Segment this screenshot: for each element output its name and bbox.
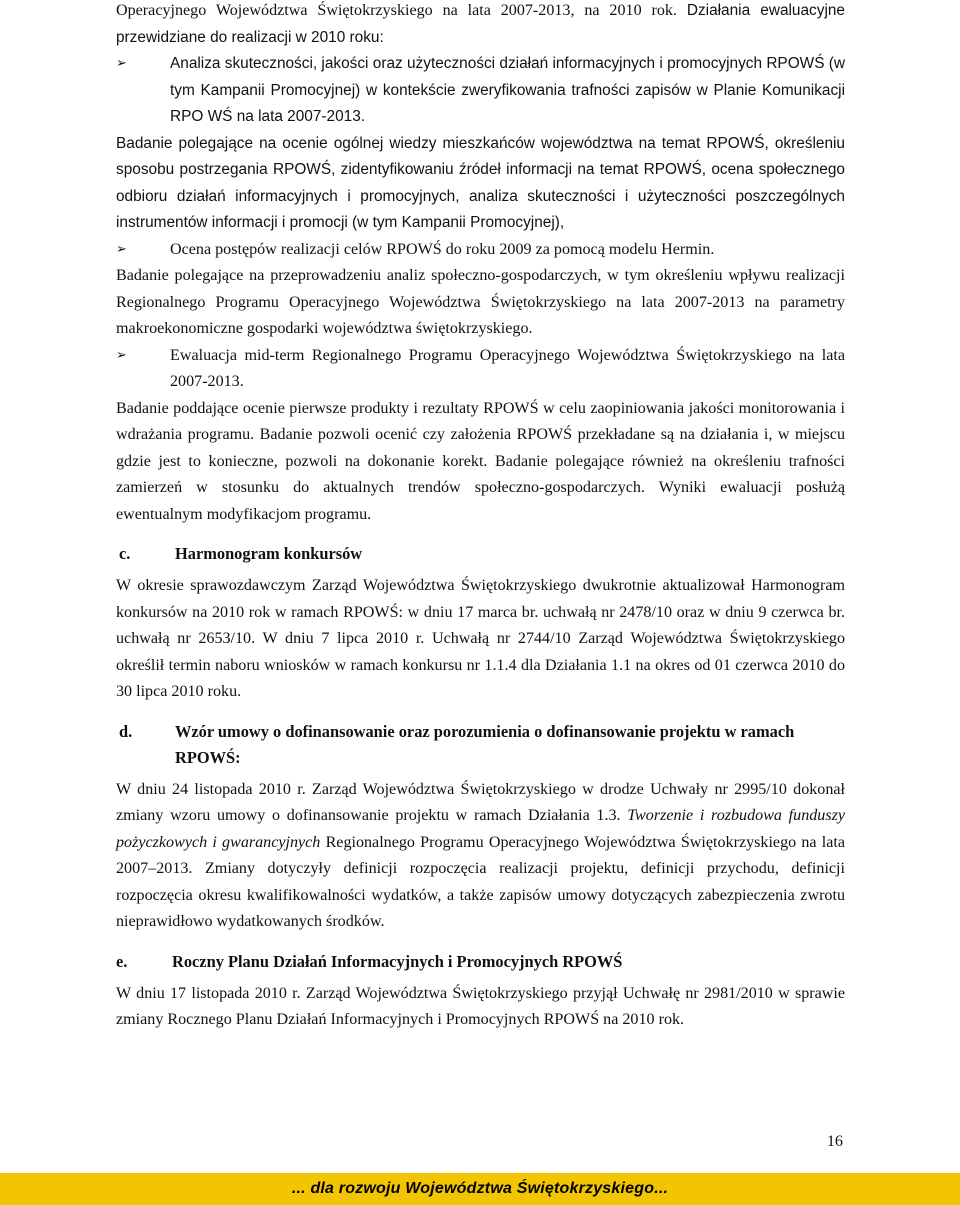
section-letter: d. xyxy=(119,721,133,741)
list-item-evaluation-1 xyxy=(116,51,845,131)
section-title: Wzór umowy o dofinansowanie oraz porozumienia o dofinansowanie projektu w ramach RPOWŚ: xyxy=(175,721,795,767)
arrowhead-bullet-icon: ➢ xyxy=(116,241,127,257)
arrowhead-bullet-icon: ➢ xyxy=(116,347,127,363)
section-e-heading xyxy=(116,949,845,975)
section-e-body: W dniu 17 listopada 2010 r. Zarząd Województwa Świętokrzyskiego przyjął Uchwałę nr 2981/2010 w sprawie zmiany Rocznego Planu Działań Informacyjnych i Promocyjnych RPOWŚ na 2010 rok. xyxy=(116,984,845,1028)
section-d-body-start: W dniu 24 listopada 2010 r. Zarząd Województwa Świętokrzyskiego w drodze Uchwały nr 2995/10 dokonał zmiany wzoru umowy o dofinansowanie projektu w ramach Działania 1.3. xyxy=(116,780,845,824)
page-number: 16 xyxy=(826,1132,843,1150)
footer-slogan: ... dla rozwoju Województwa Świętokrzyskiego... xyxy=(291,1180,669,1197)
arrowhead-bullet-icon: ➢ xyxy=(116,56,127,71)
list-item-evaluation-3 xyxy=(116,343,845,396)
list-item-text: Ewaluacja mid-term Regionalnego Programu Operacyjnego Województwa Świętokrzyskiego na lata 2007-2013. xyxy=(170,346,845,390)
section-d-heading xyxy=(116,719,845,771)
section-letter: c. xyxy=(119,544,131,563)
list-item-text: Ocena postępów realizacji celów RPOWŚ do roku 2009 za pomocą modelu Hermin. xyxy=(170,240,715,258)
evaluation-1-description: Badanie polegające na ocenie ogólnej wiedzy mieszkańców województwa na temat RPOWŚ, określeniu sposobu postrzegania RPOWŚ, zidentyfikowaniu źródeł informacji na temat RPOWŚ, ocena społecznego odbioru działań informacyjnych i promocyjnych, analiza skuteczności i użyteczności poszczególnych instrumentów informacji i promocji (w tym Kampanii Promocyjnej), xyxy=(116,134,845,231)
list-item-evaluation-2 xyxy=(116,237,845,264)
page-content xyxy=(116,0,845,1034)
section-letter: e. xyxy=(116,951,128,971)
evaluation-3-description: Badanie poddające ocenie pierwsze produkty i rezultaty RPOWŚ w celu zaopiniowania jakości monitorowania i wdrażania programu. Badanie pozwoli ocenić czy założenia RPOWŚ przekładane są na działania i, w miejscu gdzie jest to konieczne, pozwoli na dokonanie korekt. Badanie polegające również na określeniu trafności zamierzeń w stosunku do aktualnych trendów społeczno-gospodarczych. Wyniki ewaluacji posłużą ewentualnym modyfikacjom programu. xyxy=(116,399,845,523)
evaluation-2-description: Badanie polegające na przeprowadzeniu analiz społeczno-gospodarczych, w tym określeniu wpływu realizacji Regionalnego Programu Operacyjnego Województwa Świętokrzyskiego na lata 2007-2013 na parametry makroekonomiczne gospodarki województwa świętokrzyskiego. xyxy=(116,267,845,337)
section-d-body xyxy=(116,777,845,936)
list-item-text: Analiza skuteczności, jakości oraz użyteczności działań informacyjnych i promocyjnych RPOWŚ (w tym Kampanii Promocyjnej) w kontekście zweryfikowania trafności zapisów w Planie Komunikacji RPO WŚ na lata 2007-2013. xyxy=(170,55,845,125)
footer-band xyxy=(0,1173,960,1205)
intro-paragraph xyxy=(116,0,845,51)
section-d-body-italic: Tworzenie i rozbudowa funduszy pożyczkowych i gwarancyjnych xyxy=(116,807,846,851)
intro-line: Operacyjnego Województwa Świętokrzyskiego na lata 2007-2013, na 2010 rok. xyxy=(116,2,677,19)
section-c-heading xyxy=(116,541,845,567)
section-c-body: W okresie sprawozdawczym Zarząd Województwa Świętokrzyskiego dwukrotnie aktualizował Harmonogram konkursów na 2010 rok w ramach RPOWŚ: w dniu 17 marca br. uchwałą nr 2478/10 oraz w dniu 9 czerwca br. uchwałą nr 2653/10. W dniu 7 lipca 2010 r. Uchwałą nr 2744/10 Zarząd Województwa Świętokrzyskiego określił termin naboru wniosków w ramach konkursu nr 1.1.4 dla Działania 1.1 na okres od 01 czerwca 2010 do 30 lipca 2010 roku. xyxy=(116,577,845,700)
intro-line-rest: Działania ewaluacyjne przewidziane do realizacji w 2010 roku: xyxy=(116,2,845,46)
section-title: Harmonogram konkursów xyxy=(175,544,363,563)
section-d-body-end: Regionalnego Programu Operacyjnego Województwa Świętokrzyskiego na lata 2007–2013. Zmiany dotyczyły definicji rozpoczęcia realizacji projektu, definicji przychodu, definicji rozpoczęcia okresu kwalifikowalności wydatków, a także zapisów umowy dotyczących zabezpieczenia zwrotu nieprawidłowo wydatkowanych środków. xyxy=(116,833,845,930)
section-title: Roczny Planu Działań Informacyjnych i Promocyjnych RPOWŚ xyxy=(172,951,623,971)
